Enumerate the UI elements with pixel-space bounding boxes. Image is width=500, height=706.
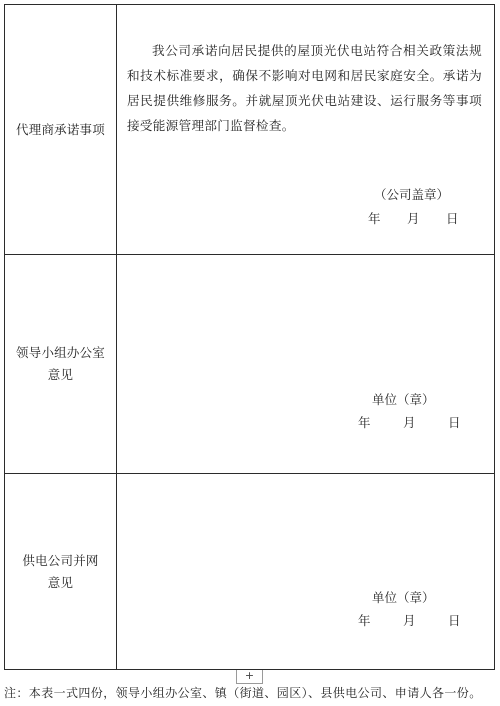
label-power-supply-company-line2: 意见 (47, 574, 74, 590)
agent-commitment-cell[interactable] (117, 5, 494, 255)
month-label: 月 (403, 613, 417, 628)
add-row-button[interactable]: + (236, 670, 263, 684)
commitment-text: 我公司承诺向居民提供的屋顶光伏电站符合相关政策法规和技术标准要求，确保不影响对电网和居民家庭安全。承诺为居民提供维修服务。并就屋顶光伏电站建设、运行服务等事项接受能源管理部门监督检查。 (127, 43, 482, 133)
form-footnote: 注：本表一式四份，领导小组办公室、镇（街道、园区）、县供电公司、申请人各一份。 (4, 686, 482, 700)
label-agent-commitment-text: 代理商承诺事项 (16, 121, 105, 137)
label-leading-group-office (5, 255, 117, 474)
leading-group-opinion-cell[interactable] (117, 255, 494, 474)
day-label: 日 (446, 211, 460, 226)
year-label: 年 (368, 211, 382, 226)
year-label: 年 (358, 415, 372, 430)
day-label: 日 (448, 415, 462, 430)
month-label: 月 (407, 211, 421, 226)
year-label: 年 (358, 613, 372, 628)
unit-seal-label-row2: 单位（章） (372, 392, 435, 407)
date-line-row1 (368, 209, 459, 227)
date-line-row2 (358, 413, 461, 431)
power-supply-opinion-cell[interactable] (117, 474, 494, 669)
label-power-supply-company (5, 474, 117, 669)
date-line-row3 (358, 611, 461, 629)
application-form-table (4, 4, 495, 670)
label-power-supply-company-line1: 供电公司并网 (22, 552, 99, 568)
label-leading-group-office-line2: 意见 (47, 367, 74, 382)
label-agent-commitment (5, 5, 117, 255)
month-label: 月 (403, 415, 417, 430)
day-label: 日 (448, 613, 462, 628)
company-seal-label: （公司盖章） (374, 187, 450, 202)
label-leading-group-office-line1: 领导小组办公室 (16, 345, 105, 360)
unit-seal-label-row3: 单位（章） (372, 590, 435, 605)
